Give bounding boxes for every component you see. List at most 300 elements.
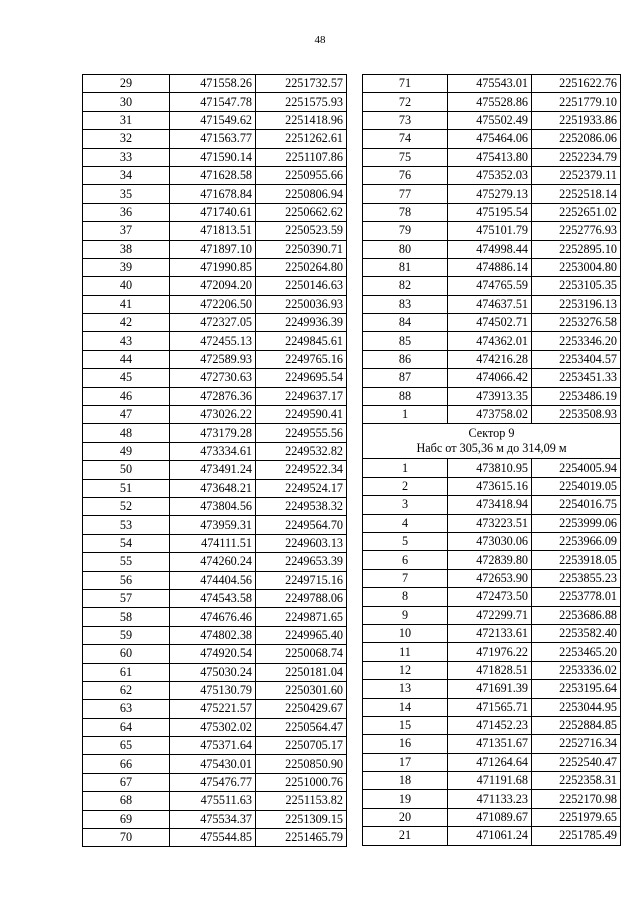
y-coordinate-cell: 2250955.66 (256, 166, 347, 184)
coordinates-table-left (82, 74, 347, 847)
x-coordinate-cell: 474502.71 (448, 314, 532, 332)
table-row (83, 718, 347, 736)
y-coordinate-cell: 2253105.35 (532, 277, 621, 295)
point-number-cell: 2 (363, 477, 448, 495)
y-coordinate-cell: 2249936.39 (256, 314, 347, 332)
x-coordinate-cell: 474066.42 (448, 369, 532, 387)
point-number-cell: 9 (363, 606, 448, 624)
table-row (363, 496, 621, 514)
table-row (83, 350, 347, 368)
table-row (363, 75, 621, 93)
point-number-cell: 46 (83, 387, 170, 405)
point-number-cell: 65 (83, 737, 170, 755)
table-row (83, 166, 347, 184)
y-coordinate-cell: 2249564.70 (256, 516, 347, 534)
table-row (363, 166, 621, 184)
point-number-cell: 15 (363, 716, 448, 734)
x-coordinate-cell: 471264.64 (448, 753, 532, 771)
x-coordinate-cell: 472473.50 (448, 588, 532, 606)
x-coordinate-cell: 473030.06 (448, 532, 532, 550)
x-coordinate-cell: 473810.95 (448, 459, 532, 477)
point-number-cell: 88 (363, 387, 448, 405)
x-coordinate-cell: 471628.58 (170, 166, 256, 184)
point-number-cell: 53 (83, 516, 170, 534)
table-row (363, 406, 621, 424)
table-row (83, 93, 347, 111)
x-coordinate-cell: 473959.31 (170, 516, 256, 534)
x-coordinate-cell: 472455.13 (170, 332, 256, 350)
y-coordinate-cell: 2250806.94 (256, 185, 347, 203)
x-coordinate-cell: 471061.24 (448, 827, 532, 845)
point-number-cell: 7 (363, 569, 448, 587)
x-coordinate-cell: 475302.02 (170, 718, 256, 736)
y-coordinate-cell: 2249532.82 (256, 442, 347, 460)
x-coordinate-cell: 473615.16 (448, 477, 532, 495)
point-number-cell: 82 (363, 277, 448, 295)
table-row (83, 424, 347, 442)
x-coordinate-cell: 471089.67 (448, 808, 532, 826)
x-coordinate-cell: 472876.36 (170, 387, 256, 405)
y-coordinate-cell: 2250850.90 (256, 755, 347, 773)
table-row (83, 406, 347, 424)
point-number-cell: 19 (363, 790, 448, 808)
table-row (363, 203, 621, 221)
y-coordinate-cell: 2252358.31 (532, 772, 621, 790)
y-coordinate-cell: 2251622.76 (532, 75, 621, 93)
x-coordinate-cell: 475502.49 (448, 111, 532, 129)
y-coordinate-cell: 2254019.05 (532, 477, 621, 495)
table-row (363, 624, 621, 642)
point-number-cell: 17 (363, 753, 448, 771)
table-row (363, 332, 621, 350)
x-coordinate-cell: 475195.54 (448, 203, 532, 221)
y-coordinate-cell: 2253465.20 (532, 643, 621, 661)
x-coordinate-cell: 474920.54 (170, 645, 256, 663)
point-number-cell: 73 (363, 111, 448, 129)
y-coordinate-cell: 2252518.14 (532, 185, 621, 203)
table-row (363, 350, 621, 368)
y-coordinate-cell: 2249603.13 (256, 534, 347, 552)
point-number-cell: 77 (363, 185, 448, 203)
table-row (83, 111, 347, 129)
y-coordinate-cell: 2252086.06 (532, 130, 621, 148)
point-number-cell: 41 (83, 295, 170, 313)
x-coordinate-cell: 475511.63 (170, 792, 256, 810)
x-coordinate-cell: 475352.03 (448, 166, 532, 184)
table-row (83, 792, 347, 810)
x-coordinate-cell: 475413.80 (448, 148, 532, 166)
point-number-cell: 68 (83, 792, 170, 810)
sector-title: Сектор 9 (468, 426, 515, 441)
y-coordinate-cell: 2251575.93 (256, 93, 347, 111)
point-number-cell: 55 (83, 553, 170, 571)
y-coordinate-cell: 2249538.32 (256, 497, 347, 515)
table-row (83, 497, 347, 515)
y-coordinate-cell: 2249871.65 (256, 608, 347, 626)
sector-header (363, 424, 621, 459)
y-coordinate-cell: 2253778.01 (532, 588, 621, 606)
x-coordinate-cell: 475030.24 (170, 663, 256, 681)
coordinates-table-right (362, 74, 621, 846)
point-number-cell: 51 (83, 479, 170, 497)
y-coordinate-cell: 2252884.85 (532, 716, 621, 734)
x-coordinate-cell: 474260.24 (170, 553, 256, 571)
x-coordinate-cell: 471990.85 (170, 258, 256, 276)
point-number-cell: 32 (83, 130, 170, 148)
table-row (363, 459, 621, 477)
point-number-cell: 59 (83, 626, 170, 644)
y-coordinate-cell: 2253486.19 (532, 387, 621, 405)
table-row (363, 240, 621, 258)
table-row (363, 277, 621, 295)
x-coordinate-cell: 472206.50 (170, 295, 256, 313)
table-row (83, 203, 347, 221)
point-number-cell: 33 (83, 148, 170, 166)
y-coordinate-cell: 2253918.05 (532, 551, 621, 569)
point-number-cell: 6 (363, 551, 448, 569)
y-coordinate-cell: 2249637.17 (256, 387, 347, 405)
table-row (83, 755, 347, 773)
table-row (83, 829, 347, 847)
point-number-cell: 60 (83, 645, 170, 663)
table-row (83, 442, 347, 460)
y-coordinate-cell: 2253404.57 (532, 350, 621, 368)
x-coordinate-cell: 475544.85 (170, 829, 256, 847)
point-number-cell: 86 (363, 350, 448, 368)
point-number-cell: 72 (363, 93, 448, 111)
table-row (363, 222, 621, 240)
y-coordinate-cell: 2253195.64 (532, 680, 621, 698)
table-row (363, 514, 621, 532)
table-row (83, 387, 347, 405)
table-row (83, 185, 347, 203)
table-row (363, 772, 621, 790)
point-number-cell: 13 (363, 680, 448, 698)
point-number-cell: 84 (363, 314, 448, 332)
point-number-cell: 34 (83, 166, 170, 184)
y-coordinate-cell: 2252651.02 (532, 203, 621, 221)
x-coordinate-cell: 471558.26 (170, 75, 256, 93)
x-coordinate-cell: 471590.14 (170, 148, 256, 166)
y-coordinate-cell: 2249845.61 (256, 332, 347, 350)
table-row (363, 295, 621, 313)
y-coordinate-cell: 2250146.63 (256, 277, 347, 295)
y-coordinate-cell: 2253582.40 (532, 624, 621, 642)
x-coordinate-cell: 473223.51 (448, 514, 532, 532)
y-coordinate-cell: 2253999.06 (532, 514, 621, 532)
y-coordinate-cell: 2250068.74 (256, 645, 347, 663)
point-number-cell: 62 (83, 681, 170, 699)
point-number-cell: 75 (363, 148, 448, 166)
table-row (363, 185, 621, 203)
point-number-cell: 14 (363, 698, 448, 716)
point-number-cell: 61 (83, 663, 170, 681)
sector-subtitle: Набс от 305,36 м до 314,09 м (416, 441, 567, 456)
point-number-cell: 52 (83, 497, 170, 515)
table-row (83, 75, 347, 93)
table-row (83, 700, 347, 718)
y-coordinate-cell: 2254005.94 (532, 459, 621, 477)
point-number-cell: 69 (83, 810, 170, 828)
y-coordinate-cell: 2252895.10 (532, 240, 621, 258)
y-coordinate-cell: 2253276.58 (532, 314, 621, 332)
table-row (363, 716, 621, 734)
x-coordinate-cell: 472133.61 (448, 624, 532, 642)
point-number-cell: 16 (363, 735, 448, 753)
x-coordinate-cell: 474765.59 (448, 277, 532, 295)
table-row (83, 148, 347, 166)
point-number-cell: 57 (83, 589, 170, 607)
point-number-cell: 39 (83, 258, 170, 276)
table-row (83, 534, 347, 552)
y-coordinate-cell: 2253686.88 (532, 606, 621, 624)
y-coordinate-cell: 2251779.10 (532, 93, 621, 111)
y-coordinate-cell: 2253508.93 (532, 406, 621, 424)
table-row (83, 608, 347, 626)
point-number-cell: 74 (363, 130, 448, 148)
point-number-cell: 49 (83, 442, 170, 460)
table-row (363, 93, 621, 111)
table-row (83, 130, 347, 148)
x-coordinate-cell: 472299.71 (448, 606, 532, 624)
x-coordinate-cell: 472730.63 (170, 369, 256, 387)
point-number-cell: 4 (363, 514, 448, 532)
table-row (83, 240, 347, 258)
table-row (83, 277, 347, 295)
x-coordinate-cell: 471813.51 (170, 222, 256, 240)
table-row (363, 258, 621, 276)
y-coordinate-cell: 2251107.86 (256, 148, 347, 166)
x-coordinate-cell: 473648.21 (170, 479, 256, 497)
x-coordinate-cell: 474676.46 (170, 608, 256, 626)
y-coordinate-cell: 2251309.15 (256, 810, 347, 828)
y-coordinate-cell: 2251785.49 (532, 827, 621, 845)
table-row (83, 571, 347, 589)
point-number-cell: 18 (363, 772, 448, 790)
y-coordinate-cell: 2253336.02 (532, 661, 621, 679)
table-row (363, 569, 621, 587)
table-row (83, 461, 347, 479)
point-number-cell: 21 (363, 827, 448, 845)
table-row (83, 589, 347, 607)
point-number-cell: 66 (83, 755, 170, 773)
table-row (363, 661, 621, 679)
y-coordinate-cell: 2249555.56 (256, 424, 347, 442)
y-coordinate-cell: 2249695.54 (256, 369, 347, 387)
x-coordinate-cell: 473179.28 (170, 424, 256, 442)
x-coordinate-cell: 471563.77 (170, 130, 256, 148)
x-coordinate-cell: 471691.39 (448, 680, 532, 698)
y-coordinate-cell: 2250705.17 (256, 737, 347, 755)
x-coordinate-cell: 472589.93 (170, 350, 256, 368)
point-number-cell: 1 (363, 459, 448, 477)
table-row (363, 532, 621, 550)
table-row (83, 773, 347, 791)
point-number-cell: 85 (363, 332, 448, 350)
table-row (83, 258, 347, 276)
x-coordinate-cell: 471133.23 (448, 790, 532, 808)
x-coordinate-cell: 475371.64 (170, 737, 256, 755)
point-number-cell: 37 (83, 222, 170, 240)
table-row (83, 626, 347, 644)
x-coordinate-cell: 474362.01 (448, 332, 532, 350)
x-coordinate-cell: 475279.13 (448, 185, 532, 203)
x-coordinate-cell: 474216.28 (448, 350, 532, 368)
x-coordinate-cell: 474404.56 (170, 571, 256, 589)
point-number-cell: 45 (83, 369, 170, 387)
x-coordinate-cell: 475476.77 (170, 773, 256, 791)
table-row (83, 369, 347, 387)
table-row (83, 295, 347, 313)
point-number-cell: 20 (363, 808, 448, 826)
y-coordinate-cell: 2249765.16 (256, 350, 347, 368)
y-coordinate-cell: 2249590.41 (256, 406, 347, 424)
table-row (83, 222, 347, 240)
x-coordinate-cell: 475464.06 (448, 130, 532, 148)
y-coordinate-cell: 2251000.76 (256, 773, 347, 791)
y-coordinate-cell: 2249965.40 (256, 626, 347, 644)
y-coordinate-cell: 2251979.65 (532, 808, 621, 826)
y-coordinate-cell: 2252716.34 (532, 735, 621, 753)
point-number-cell: 79 (363, 222, 448, 240)
x-coordinate-cell: 471828.51 (448, 661, 532, 679)
y-coordinate-cell: 2250390.71 (256, 240, 347, 258)
table-row (363, 477, 621, 495)
x-coordinate-cell: 475543.01 (448, 75, 532, 93)
y-coordinate-cell: 2251153.82 (256, 792, 347, 810)
point-number-cell: 70 (83, 829, 170, 847)
x-coordinate-cell: 472653.90 (448, 569, 532, 587)
x-coordinate-cell: 474886.14 (448, 258, 532, 276)
y-coordinate-cell: 2249788.06 (256, 589, 347, 607)
point-number-cell: 5 (363, 532, 448, 550)
point-number-cell: 11 (363, 643, 448, 661)
y-coordinate-cell: 2249522.34 (256, 461, 347, 479)
point-number-cell: 12 (363, 661, 448, 679)
table-row (363, 387, 621, 405)
point-number-cell: 30 (83, 93, 170, 111)
y-coordinate-cell: 2253004.80 (532, 258, 621, 276)
page-number: 48 (314, 34, 326, 46)
y-coordinate-cell: 2251465.79 (256, 829, 347, 847)
table-row (363, 680, 621, 698)
point-number-cell: 87 (363, 369, 448, 387)
y-coordinate-cell: 2250036.93 (256, 295, 347, 313)
x-coordinate-cell: 471351.67 (448, 735, 532, 753)
table-row (83, 479, 347, 497)
y-coordinate-cell: 2251933.86 (532, 111, 621, 129)
point-number-cell: 40 (83, 277, 170, 295)
point-number-cell: 63 (83, 700, 170, 718)
x-coordinate-cell: 475430.01 (170, 755, 256, 773)
x-coordinate-cell: 475101.79 (448, 222, 532, 240)
table-row (363, 753, 621, 771)
x-coordinate-cell: 471549.62 (170, 111, 256, 129)
x-coordinate-cell: 474802.38 (170, 626, 256, 644)
y-coordinate-cell: 2253044.95 (532, 698, 621, 716)
point-number-cell: 48 (83, 424, 170, 442)
table-row (363, 148, 621, 166)
table-row (83, 810, 347, 828)
x-coordinate-cell: 475221.57 (170, 700, 256, 718)
x-coordinate-cell: 471547.78 (170, 93, 256, 111)
point-number-cell: 47 (83, 406, 170, 424)
table-row (363, 643, 621, 661)
table-row (363, 808, 621, 826)
table-row (363, 588, 621, 606)
x-coordinate-cell: 471565.71 (448, 698, 532, 716)
x-coordinate-cell: 475534.37 (170, 810, 256, 828)
x-coordinate-cell: 472839.80 (448, 551, 532, 569)
point-number-cell: 71 (363, 75, 448, 93)
point-number-cell: 54 (83, 534, 170, 552)
table-row (363, 130, 621, 148)
point-number-cell: 8 (363, 588, 448, 606)
y-coordinate-cell: 2250301.60 (256, 681, 347, 699)
point-number-cell: 3 (363, 496, 448, 514)
x-coordinate-cell: 471740.61 (170, 203, 256, 221)
y-coordinate-cell: 2249524.17 (256, 479, 347, 497)
y-coordinate-cell: 2251262.61 (256, 130, 347, 148)
point-number-cell: 35 (83, 185, 170, 203)
y-coordinate-cell: 2253346.20 (532, 332, 621, 350)
table-row (83, 663, 347, 681)
x-coordinate-cell: 473913.35 (448, 387, 532, 405)
table-row (83, 314, 347, 332)
table-row (363, 698, 621, 716)
table-row (363, 551, 621, 569)
y-coordinate-cell: 2250264.80 (256, 258, 347, 276)
y-coordinate-cell: 2250429.67 (256, 700, 347, 718)
x-coordinate-cell: 473491.24 (170, 461, 256, 479)
table-row (83, 332, 347, 350)
y-coordinate-cell: 2250564.47 (256, 718, 347, 736)
point-number-cell: 64 (83, 718, 170, 736)
x-coordinate-cell: 474998.44 (448, 240, 532, 258)
y-coordinate-cell: 2253966.09 (532, 532, 621, 550)
table-row (363, 111, 621, 129)
y-coordinate-cell: 2250662.62 (256, 203, 347, 221)
point-number-cell: 50 (83, 461, 170, 479)
x-coordinate-cell: 473334.61 (170, 442, 256, 460)
y-coordinate-cell: 2253196.13 (532, 295, 621, 313)
point-number-cell: 81 (363, 258, 448, 276)
y-coordinate-cell: 2249715.16 (256, 571, 347, 589)
point-number-cell: 31 (83, 111, 170, 129)
table-row (363, 606, 621, 624)
table-row (83, 516, 347, 534)
y-coordinate-cell: 2252540.47 (532, 753, 621, 771)
point-number-cell: 10 (363, 624, 448, 642)
y-coordinate-cell: 2250523.59 (256, 222, 347, 240)
y-coordinate-cell: 2254016.75 (532, 496, 621, 514)
point-number-cell: 36 (83, 203, 170, 221)
x-coordinate-cell: 473418.94 (448, 496, 532, 514)
x-coordinate-cell: 473026.22 (170, 406, 256, 424)
point-number-cell: 58 (83, 608, 170, 626)
point-number-cell: 1 (363, 406, 448, 424)
x-coordinate-cell: 471678.84 (170, 185, 256, 203)
point-number-cell: 44 (83, 350, 170, 368)
table-row (83, 681, 347, 699)
y-coordinate-cell: 2251732.57 (256, 75, 347, 93)
y-coordinate-cell: 2253451.33 (532, 369, 621, 387)
x-coordinate-cell: 473758.02 (448, 406, 532, 424)
x-coordinate-cell: 473804.56 (170, 497, 256, 515)
table-row (363, 790, 621, 808)
x-coordinate-cell: 474637.51 (448, 295, 532, 313)
y-coordinate-cell: 2252379.11 (532, 166, 621, 184)
